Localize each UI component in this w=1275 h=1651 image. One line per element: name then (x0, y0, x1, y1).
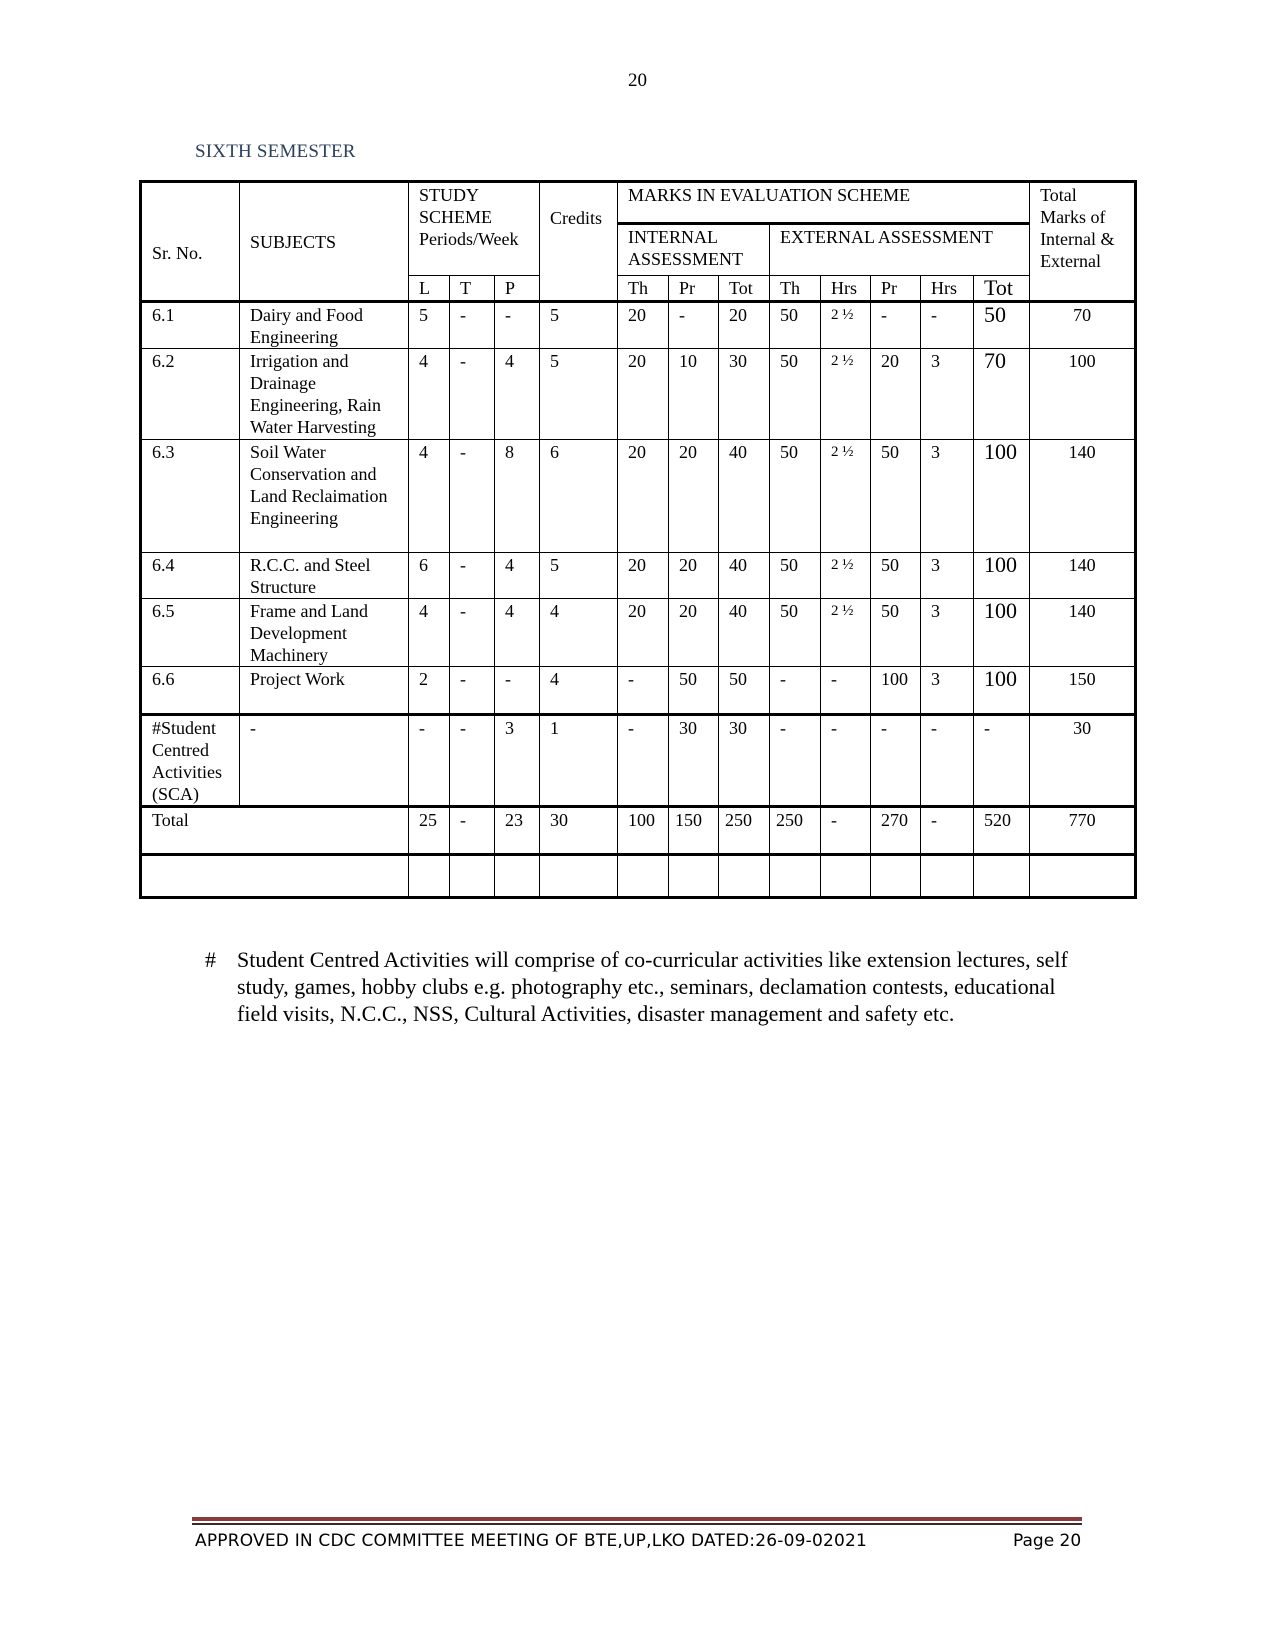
footer-rule (192, 1517, 1082, 1521)
empty-cell (540, 855, 618, 898)
sub-header-t: T (450, 276, 495, 302)
footer-page-number: Page 20 (1013, 1531, 1082, 1551)
total-cell: 30 (540, 807, 618, 855)
empty-row (141, 855, 1136, 898)
cell: 50 (669, 667, 719, 715)
cell: 20 (669, 440, 719, 553)
cell: 5 (540, 349, 618, 440)
cell: 50 (871, 553, 921, 599)
cell: 20 (618, 599, 669, 667)
cell: 4 (495, 599, 540, 667)
cell: 2 ½ (821, 599, 871, 667)
cell: 3 (921, 553, 974, 599)
cell-total: 30 (1030, 715, 1136, 807)
sub-header-ext-tot: Tot (974, 276, 1030, 302)
cell: 5 (409, 302, 450, 349)
cell: 8 (495, 440, 540, 553)
row-subject: - (240, 715, 409, 807)
empty-cell (770, 855, 821, 898)
total-grand: 770 (1030, 807, 1136, 855)
total-cell: 250 (770, 807, 821, 855)
cell: 2 ½ (821, 349, 871, 440)
cell: 100 (974, 667, 1030, 715)
cell-total: 150 (1030, 667, 1136, 715)
total-row (141, 807, 1136, 855)
cell: 1 (540, 715, 618, 807)
cell: 20 (618, 349, 669, 440)
evaluation-scheme-table (139, 180, 1137, 899)
cell: 20 (618, 440, 669, 553)
row-sr: 6.6 (141, 667, 240, 715)
table-row (141, 440, 1136, 553)
marks-scheme-header: MARKS IN EVALUATION SCHEME (618, 182, 1030, 224)
cell: - (409, 715, 450, 807)
cell: 50 (974, 302, 1030, 349)
empty-cell (921, 855, 974, 898)
cell: 70 (974, 349, 1030, 440)
cell: 50 (770, 599, 821, 667)
cell: 2 ½ (821, 302, 871, 349)
section-title: SIXTH SEMESTER (195, 141, 356, 162)
cell: 3 (495, 715, 540, 807)
empty-cell (821, 855, 871, 898)
cell: 40 (719, 440, 770, 553)
row-sr: 6.4 (141, 553, 240, 599)
cell: - (618, 667, 669, 715)
cell: 6 (540, 440, 618, 553)
cell: - (921, 715, 974, 807)
cell: 50 (770, 349, 821, 440)
cell: 2 (409, 667, 450, 715)
cell: 3 (921, 349, 974, 440)
empty-cell (141, 855, 409, 898)
cell: - (450, 440, 495, 553)
subjects-header: SUBJECTS (240, 182, 409, 302)
cell: 20 (871, 349, 921, 440)
approval-text: APPROVED IN CDC COMMITTEE MEETING OF BTE,UP,LKO DATED:26-09-02021 (195, 1531, 868, 1551)
cell: 2 ½ (821, 553, 871, 599)
row-subject: Frame and Land Development Machinery (240, 599, 409, 667)
cell-total: 70 (1030, 302, 1136, 349)
cell: 4 (409, 440, 450, 553)
sub-header-ext-hrs: Hrs (821, 276, 871, 302)
cell: - (450, 349, 495, 440)
sub-header-ext-pr: Pr (871, 276, 921, 302)
empty-cell (974, 855, 1030, 898)
row-subject: Soil Water Conservation and Land Reclaimation Engineering (240, 440, 409, 553)
cell: 40 (719, 553, 770, 599)
cell-total: 140 (1030, 440, 1136, 553)
row-sr: 6.5 (141, 599, 240, 667)
cell: 4 (495, 349, 540, 440)
sub-header-int-tot: Tot (719, 276, 770, 302)
empty-cell (618, 855, 669, 898)
cell: 100 (974, 440, 1030, 553)
cell: 20 (669, 599, 719, 667)
sub-header-l: L (409, 276, 450, 302)
total-label: Total (141, 807, 409, 855)
cell: 20 (618, 302, 669, 349)
total-cell: 250 (719, 807, 770, 855)
sub-header-p: P (495, 276, 540, 302)
cell-total: 140 (1030, 599, 1136, 667)
empty-cell (1030, 855, 1136, 898)
credits-header: Credits (540, 182, 618, 302)
cell: 50 (770, 302, 821, 349)
row-subject: R.C.C. and Steel Structure (240, 553, 409, 599)
footer-rule-thin (192, 1523, 1082, 1525)
cell: 20 (618, 553, 669, 599)
total-cell: 23 (495, 807, 540, 855)
cell: 50 (871, 440, 921, 553)
cell: - (450, 599, 495, 667)
study-scheme-header: STUDY SCHEME Periods/Week (409, 182, 540, 276)
cell: - (974, 715, 1030, 807)
total-cell: - (821, 807, 871, 855)
footnote-text: Student Centred Activities will comprise of co-curricular activities like extension lectures, self study, games, hobby clubs e.g. photography etc., seminars, declamation contests, educational field visits, N.C.C., NSS, Cultural Activities, disaster management and safety etc. (237, 947, 1068, 1026)
cell: - (770, 667, 821, 715)
cell: - (821, 715, 871, 807)
cell: - (669, 302, 719, 349)
cell: 4 (540, 599, 618, 667)
cell: - (618, 715, 669, 807)
cell: 50 (871, 599, 921, 667)
sub-header-int-th: Th (618, 276, 669, 302)
empty-cell (719, 855, 770, 898)
total-cell: 25 (409, 807, 450, 855)
cell: - (495, 667, 540, 715)
sub-header-ext-th: Th (770, 276, 821, 302)
cell: 50 (770, 440, 821, 553)
row-sr: 6.3 (141, 440, 240, 553)
cell: 5 (540, 302, 618, 349)
sub-header-ext-hrs2: Hrs (921, 276, 974, 302)
total-marks-header: Total Marks of Internal & External (1030, 182, 1136, 302)
cell: 6 (409, 553, 450, 599)
total-cell: 150 (669, 807, 719, 855)
cell: - (450, 667, 495, 715)
cell: 40 (719, 599, 770, 667)
cell: 20 (669, 553, 719, 599)
cell: 50 (770, 553, 821, 599)
cell: 3 (921, 667, 974, 715)
empty-cell (409, 855, 450, 898)
table-row (141, 349, 1136, 440)
empty-cell (669, 855, 719, 898)
empty-cell (495, 855, 540, 898)
table-row (141, 599, 1136, 667)
row-subject: Project Work (240, 667, 409, 715)
cell-total: 140 (1030, 553, 1136, 599)
cell: 30 (669, 715, 719, 807)
cell: 100 (871, 667, 921, 715)
cell: - (871, 715, 921, 807)
sca-footnote (205, 946, 1085, 1027)
row-sr: 6.1 (141, 302, 240, 349)
internal-assessment-header: INTERNAL ASSESSMENT (618, 224, 770, 276)
external-assessment-header: EXTERNAL ASSESSMENT (770, 224, 1030, 276)
cell: 10 (669, 349, 719, 440)
cell: - (450, 715, 495, 807)
cell: 4 (495, 553, 540, 599)
empty-cell (871, 855, 921, 898)
cell-total: 100 (1030, 349, 1136, 440)
cell: 100 (974, 553, 1030, 599)
cell: - (871, 302, 921, 349)
sr-no-header: Sr. No. (141, 182, 240, 302)
cell: - (821, 667, 871, 715)
cell: 3 (921, 440, 974, 553)
row-sr: #Student Centred Activities (SCA) (141, 715, 240, 807)
cell: 20 (719, 302, 770, 349)
page-number: 20 (628, 70, 647, 91)
cell: - (770, 715, 821, 807)
footnote-marker: # (205, 947, 216, 972)
empty-cell (450, 855, 495, 898)
cell: - (921, 302, 974, 349)
table-row (141, 302, 1136, 349)
cell: 5 (540, 553, 618, 599)
cell: - (450, 302, 495, 349)
cell: 50 (719, 667, 770, 715)
row-subject: Irrigation and Drainage Engineering, Rain Water Harvesting (240, 349, 409, 440)
total-cell: 520 (974, 807, 1030, 855)
row-subject: Dairy and Food Engineering (240, 302, 409, 349)
table-row (141, 667, 1136, 715)
table-row (141, 715, 1136, 807)
cell: 30 (719, 715, 770, 807)
cell: 4 (540, 667, 618, 715)
total-cell: - (450, 807, 495, 855)
table-row (141, 553, 1136, 599)
cell: 4 (409, 349, 450, 440)
cell: 4 (409, 599, 450, 667)
total-cell: - (921, 807, 974, 855)
total-cell: 100 (618, 807, 669, 855)
cell: - (495, 302, 540, 349)
cell: 100 (974, 599, 1030, 667)
cell: 2 ½ (821, 440, 871, 553)
cell: - (450, 553, 495, 599)
row-sr: 6.2 (141, 349, 240, 440)
cell: 3 (921, 599, 974, 667)
cell: 30 (719, 349, 770, 440)
total-cell: 270 (871, 807, 921, 855)
sub-header-int-pr: Pr (669, 276, 719, 302)
